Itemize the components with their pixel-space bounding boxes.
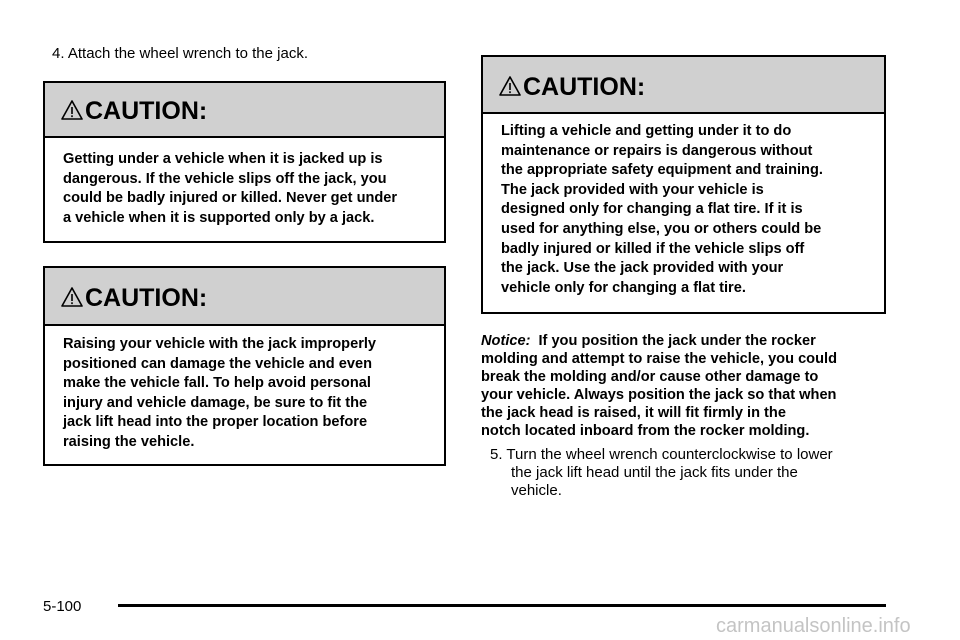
notice-line: notch located inboard from the rocker molding. bbox=[481, 423, 810, 439]
caution-line: Getting under a vehicle when it is jacked up is bbox=[63, 151, 383, 167]
caution-line: dangerous. If the vehicle slips off the jack, you bbox=[63, 170, 387, 187]
caution-line: Lifting a vehicle and getting under it to do bbox=[501, 123, 792, 139]
step-4-text: 4. Attach the wheel wrench to the jack. bbox=[52, 45, 308, 62]
caution-line: raising the vehicle. bbox=[63, 433, 195, 450]
caution-line: the appropriate safety equipment and training. bbox=[501, 162, 823, 179]
step-line: vehicle. bbox=[511, 482, 562, 499]
caution-line: could be badly injured or killed. Never get under bbox=[63, 190, 398, 207]
caution-line: injury and vehicle damage, be sure to fit the bbox=[63, 394, 368, 411]
caution-line: make the vehicle fall. To help avoid personal bbox=[63, 375, 371, 392]
caution-box-3 bbox=[481, 55, 886, 314]
caution-line: badly injured or killed if the vehicle slips off bbox=[501, 240, 805, 257]
notice-line: break the molding and/or cause other damage to bbox=[481, 369, 819, 385]
watermark-text: carmanualsonline.info bbox=[716, 615, 911, 637]
warning-triangle-icon bbox=[499, 75, 521, 97]
footer-rule bbox=[118, 604, 886, 607]
caution-title-2: CAUTION: bbox=[85, 284, 208, 312]
caution-line: designed only for changing a flat tire. If it is bbox=[501, 201, 803, 218]
caution-line: The jack provided with your vehicle is bbox=[501, 181, 764, 198]
caution-header-2 bbox=[45, 268, 444, 326]
step-line: 5. Turn the wheel wrench counterclockwise to lower bbox=[490, 446, 833, 463]
caution-line: vehicle only for changing a flat tire. bbox=[501, 279, 746, 296]
caution-title-1: CAUTION: bbox=[85, 97, 208, 125]
caution-line: maintenance or repairs is dangerous without bbox=[501, 142, 813, 159]
notice-line: If you position the jack under the rocker bbox=[538, 333, 816, 349]
caution-title-3: CAUTION: bbox=[523, 73, 646, 101]
caution-line: a vehicle when it is supported only by a jack. bbox=[63, 209, 375, 226]
step-5-text bbox=[490, 446, 833, 500]
caution-line: jack lift head into the proper location before bbox=[63, 414, 368, 431]
caution-line: positioned can damage the vehicle and even bbox=[63, 355, 372, 372]
notice-line: the jack head is raised, it will fit firmly in the bbox=[481, 405, 786, 421]
caution-box-2 bbox=[43, 266, 446, 466]
caution-box-1 bbox=[43, 81, 446, 243]
warning-triangle-icon bbox=[61, 99, 83, 121]
notice-line: your vehicle. Always position the jack so that when bbox=[481, 387, 837, 403]
caution-line: Raising your vehicle with the jack improperly bbox=[63, 336, 377, 352]
notice-line: molding and attempt to raise the vehicle, you could bbox=[481, 351, 837, 367]
caution-header-3 bbox=[483, 57, 884, 114]
notice-label: Notice: bbox=[481, 333, 531, 349]
caution-line: used for anything else, you or others could be bbox=[501, 220, 822, 237]
caution-header-1 bbox=[45, 83, 444, 138]
step-line: the jack lift head until the jack fits under the bbox=[511, 464, 798, 481]
caution-body-1 bbox=[63, 150, 397, 228]
caution-body-3 bbox=[501, 122, 823, 298]
notice-first-line bbox=[481, 332, 837, 350]
page-number: 5-100 bbox=[43, 598, 82, 615]
caution-line: the jack. Use the jack provided with your bbox=[501, 260, 784, 277]
warning-triangle-icon bbox=[61, 286, 83, 308]
notice-paragraph bbox=[481, 332, 837, 440]
caution-body-2 bbox=[63, 335, 376, 453]
